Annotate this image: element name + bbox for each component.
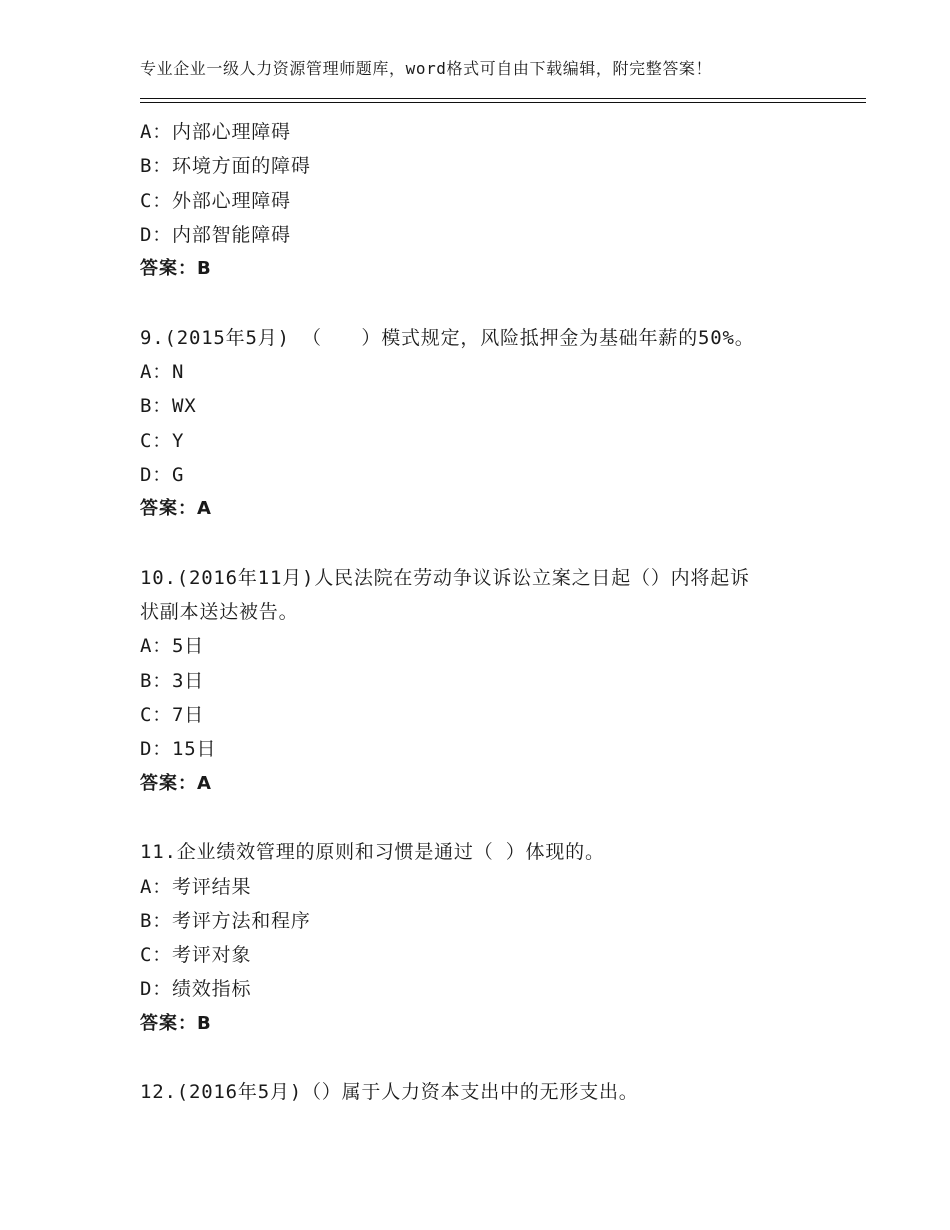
option-c: C：7日 — [140, 704, 205, 727]
question-12 — [140, 1075, 840, 1109]
option-a: A：考评结果 — [140, 875, 252, 898]
header-rule-bottom — [140, 102, 866, 103]
option-c: C：考评对象 — [140, 944, 252, 967]
option-a: A：N — [140, 361, 185, 384]
question-stem: 11.企业绩效管理的原则和习惯是通过（ ）体现的。 — [140, 841, 605, 864]
spacer — [140, 527, 840, 561]
option-c: C：外部心理障碍 — [140, 189, 291, 212]
question-10 — [140, 561, 840, 801]
spacer — [140, 286, 840, 320]
option-d: D：15日 — [140, 738, 217, 761]
option-b: B：考评方法和程序 — [140, 909, 311, 932]
option-d: D：绩效指标 — [140, 978, 252, 1001]
option-c: C：Y — [140, 429, 185, 452]
question-8 — [140, 115, 840, 286]
answer: 答案：B — [140, 1012, 212, 1034]
option-d: D：内部智能障碍 — [140, 223, 291, 246]
question-stem-line-1: 10.(2016年11月)人民法院在劳动争议诉讼立案之日起（）内将起诉 — [140, 566, 750, 589]
question-11 — [140, 835, 840, 1041]
question-list — [140, 115, 840, 1110]
option-a: A：5日 — [140, 635, 205, 658]
spacer — [140, 801, 840, 835]
answer: 答案：A — [140, 498, 212, 520]
header-rule-top — [140, 98, 866, 99]
option-b: B：3日 — [140, 669, 205, 692]
option-b: B：环境方面的障碍 — [140, 155, 311, 178]
option-b: B：WX — [140, 395, 197, 418]
spacer — [140, 1041, 840, 1075]
question-stem-line-2: 状副本送达被告。 — [140, 601, 299, 624]
question-9 — [140, 321, 840, 527]
answer: 答案：B — [140, 258, 212, 280]
question-stem: 12.(2016年5月)（）属于人力资本支出中的无形支出。 — [140, 1081, 639, 1104]
option-d: D：G — [140, 463, 185, 486]
question-stem: 9.(2015年5月) （ ）模式规定，风险抵押金为基础年薪的50%。 — [140, 326, 755, 349]
option-a: A：内部心理障碍 — [140, 121, 291, 143]
document-header: 专业企业一级人力资源管理师题库，word格式可自由下载编辑，附完整答案！ — [140, 59, 713, 78]
answer: 答案：A — [140, 772, 212, 794]
